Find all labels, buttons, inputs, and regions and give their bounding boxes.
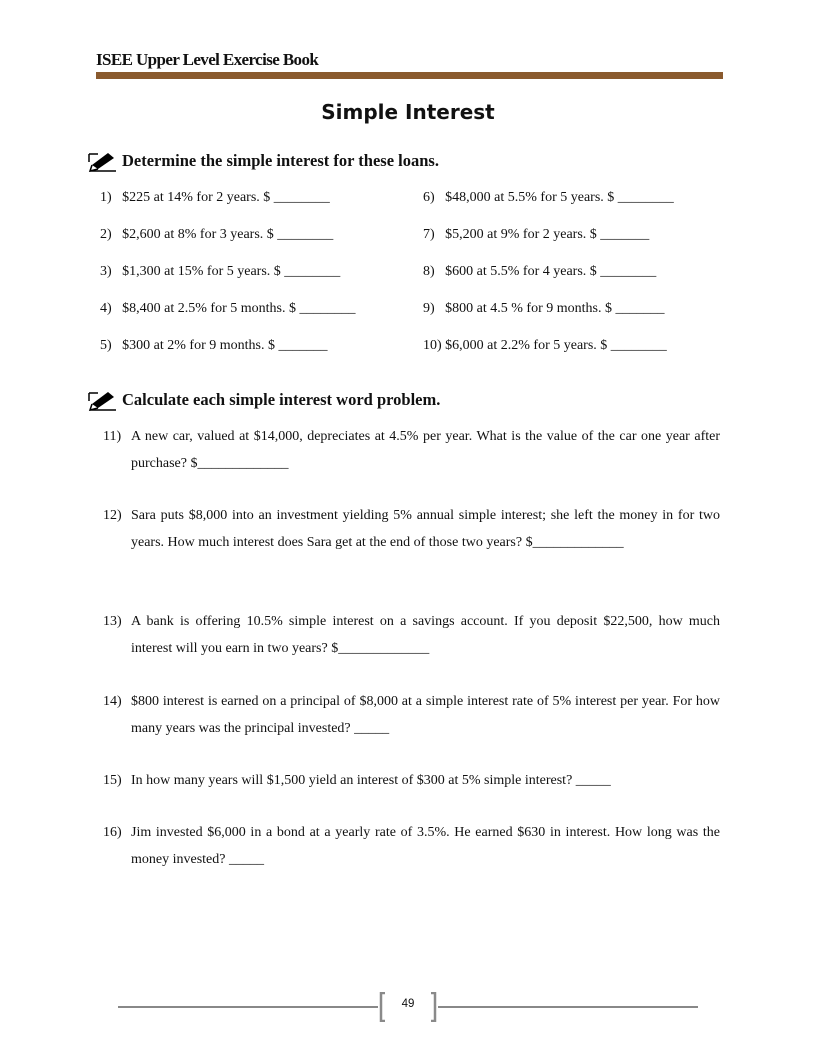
word-problem-text: Sara puts $8,000 into an investment yielding 5% annual simple interest; she left the money in for two years. How much interest does Sara get at the end of those two years? $_____________: [131, 508, 720, 550]
word-problem-text: $800 interest is earned on a principal of $8,000 at a simple interest rate of 5% interest per year. For how many years was the principal invested? _____: [131, 694, 720, 736]
word-problem-text: A bank is offering 10.5% simple interest on a savings account. If you deposit $22,500, how much interest will you earn in two years? $_____________: [131, 614, 720, 656]
problem-5: 5) $300 at 2% for 9 months. $ _______: [100, 338, 328, 353]
problem-6: 6) $48,000 at 5.5% for 5 years. $ ________: [423, 190, 674, 205]
problem-2: 2) $2,600 at 8% for 3 years. $ ________: [100, 227, 334, 242]
word-problem-15: [103, 768, 720, 795]
word-problem-number: 16): [103, 825, 122, 840]
problem-7: 7) $5,200 at 9% for 2 years. $ _______: [423, 227, 650, 242]
word-problem-13: [103, 609, 720, 662]
footer-rule-left: [118, 1006, 378, 1008]
instruction-2-text: Calculate each simple interest word problem.: [122, 390, 441, 409]
word-problem-number: 13): [103, 614, 122, 629]
word-problem-number: 11): [103, 429, 122, 444]
problem-3: 3) $1,300 at 15% for 5 years. $ ________: [100, 264, 341, 279]
page-number: 49: [401, 998, 415, 1010]
problem-9: 9) $800 at 4.5 % for 9 months. $ _______: [423, 301, 665, 316]
word-problem-number: 15): [103, 773, 122, 788]
word-problem-text: In how many years will $1,500 yield an interest of $300 at 5% simple interest? _____: [131, 773, 611, 788]
word-problem-16: [103, 820, 720, 873]
instruction-2: [86, 389, 440, 411]
problem-1: 1) $225 at 14% for 2 years. $ ________: [100, 190, 330, 205]
word-problem-12: [103, 503, 720, 556]
word-problem-14: [103, 689, 720, 742]
pencil-icon: [86, 150, 118, 172]
word-problem-11: [103, 424, 720, 477]
instruction-1-text: Determine the simple interest for these loans.: [122, 151, 439, 170]
word-problem-number: 14): [103, 694, 122, 709]
pencil-icon: [86, 389, 118, 411]
header-title: ISEE Upper Level Exercise Book: [96, 50, 319, 69]
word-problem-text: Jim invested $6,000 in a bond at a yearly rate of 3.5%. He earned $630 in interest. How long was the money invested? _____: [131, 825, 720, 867]
right-bracket-icon: [430, 992, 438, 1022]
instruction-1: [86, 150, 439, 172]
word-problem-text: A new car, valued at $14,000, depreciates at 4.5% per year. What is the value of the car one year after purchase? $_____________: [131, 429, 720, 471]
word-problem-number: 12): [103, 508, 122, 523]
problem-4: 4) $8,400 at 2.5% for 5 months. $ ________: [100, 301, 356, 316]
problem-8: 8) $600 at 5.5% for 4 years. $ ________: [423, 264, 657, 279]
header-rule: [96, 72, 723, 79]
footer-rule-right: [438, 1006, 698, 1008]
problem-10: 10) $6,000 at 2.2% for 5 years. $ ________: [423, 338, 667, 353]
left-bracket-icon: [378, 992, 386, 1022]
page-title: Simple Interest: [321, 100, 495, 124]
